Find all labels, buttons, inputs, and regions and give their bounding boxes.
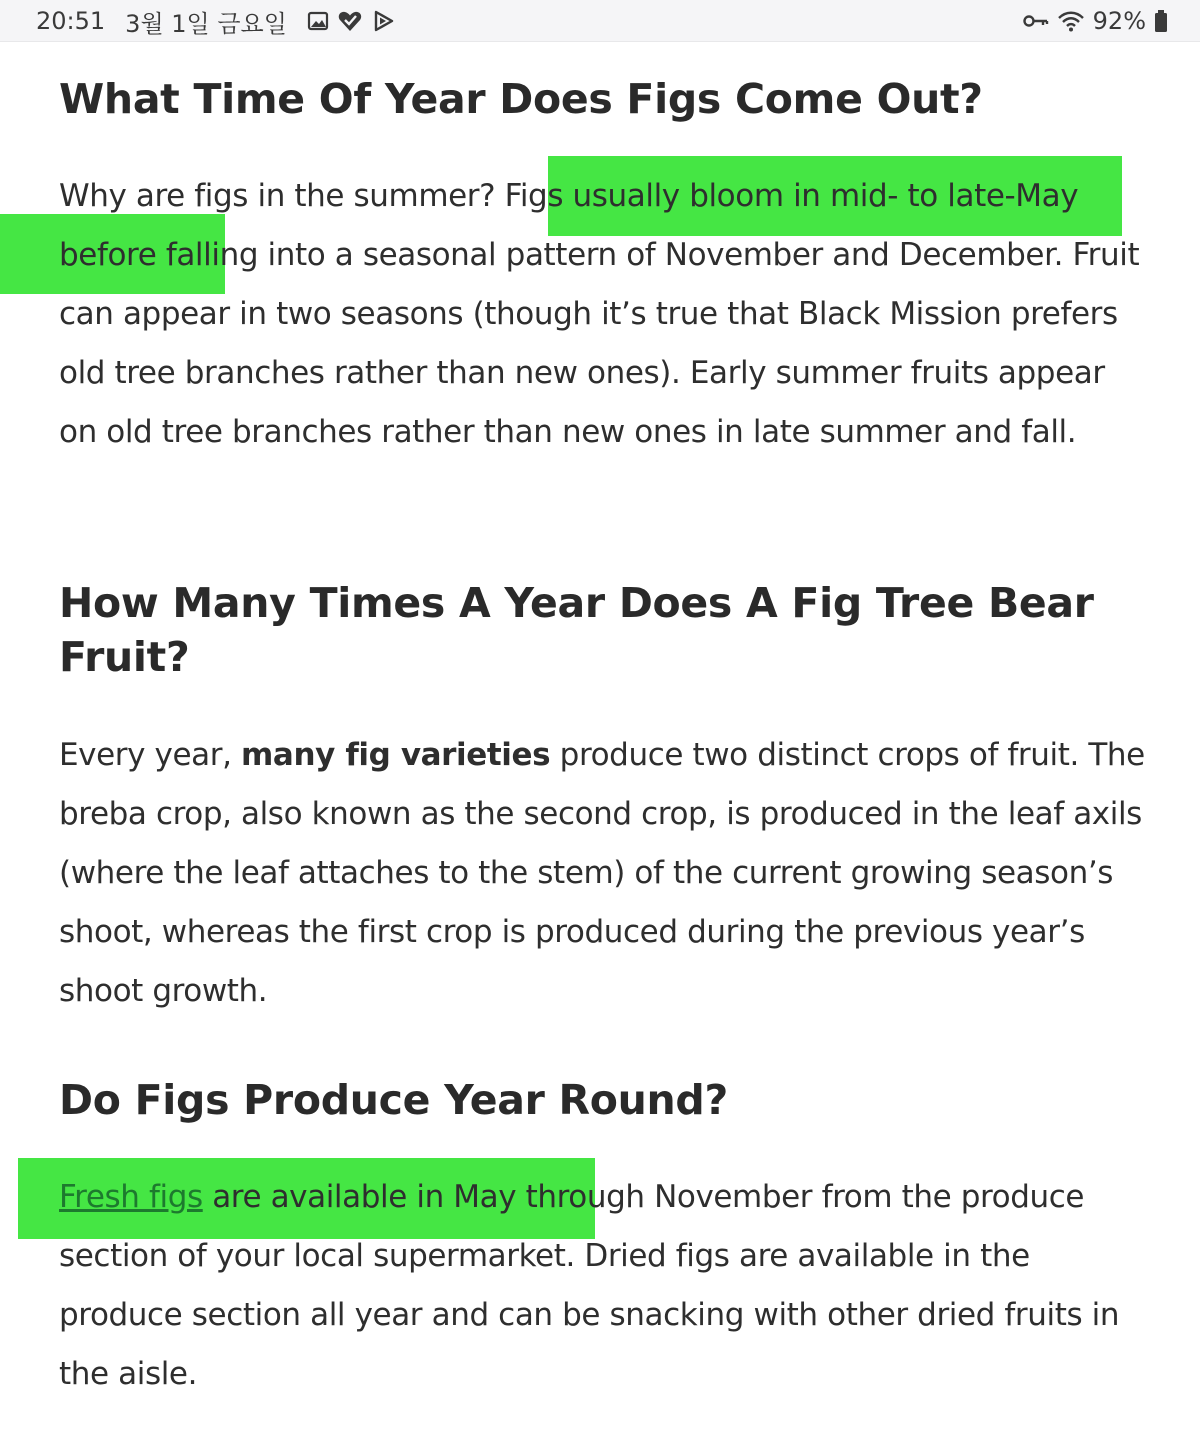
status-right	[1023, 0, 1168, 42]
bold-text: many fig varieties	[241, 737, 551, 773]
section-3-body	[59, 1168, 1149, 1404]
section-2-body	[59, 726, 1149, 1021]
status-bar	[0, 0, 1200, 42]
section-heading: Do Figs Produce Year Round?	[59, 1076, 728, 1124]
play-icon	[371, 9, 395, 33]
highlighted-text: are available in May	[202, 1179, 517, 1215]
status-left	[36, 0, 395, 42]
gallery-icon	[307, 10, 329, 32]
paragraph-text: Why are figs in the summer?	[59, 178, 496, 214]
section-3	[59, 1073, 1149, 1127]
status-date: 3월 1일 금요일	[125, 9, 287, 38]
paragraph-text: before falling into a seasonal pattern of November and December. Fruit can appear in two seasons (though it’s true that Black Mission prefers old tree branches rather than new ones). Early summer fruits appear on old tree branches rather than new ones in late summer and fall.	[59, 237, 1140, 450]
section-2	[59, 576, 1149, 684]
wifi-icon	[1057, 10, 1085, 32]
section-heading: What Time Of Year Does Figs Come Out?	[59, 75, 983, 123]
heart-check-icon	[337, 9, 363, 33]
paragraph-text: Every year,	[59, 737, 242, 773]
fresh-figs-link[interactable]: Fresh figs	[59, 1179, 203, 1215]
paragraph-text: produce two distinct crops of fruit. The breba crop, also known as the second crop, is produced in the leaf axils (where the leaf attaches to the stem) of the current growing season’s shoot, whereas the first crop is produced during the previous year’s shoot growth.	[59, 737, 1145, 1009]
notification-icons	[307, 9, 395, 33]
battery-icon	[1154, 10, 1168, 32]
section-paragraph	[59, 167, 1149, 462]
highlighted-text: Figs usually bloom in mid- to late-May	[495, 178, 1079, 214]
section-heading: How Many Times A Year Does A Fig Tree Bear Fruit?	[59, 579, 1094, 681]
key-icon	[1023, 13, 1049, 29]
article-content	[0, 42, 1200, 1452]
status-time: 20:51	[36, 7, 106, 35]
paragraph-text: through November from the produce section of your local supermarket. Dried figs are available in the produce section all year and can be snacking with other dried fruits in the aisle.	[59, 1179, 1120, 1392]
section-paragraph	[59, 726, 1149, 1021]
section-1	[59, 72, 1149, 126]
battery-percent: 92%	[1092, 7, 1146, 35]
section-1-body	[59, 167, 1149, 462]
section-paragraph	[59, 1168, 1149, 1404]
